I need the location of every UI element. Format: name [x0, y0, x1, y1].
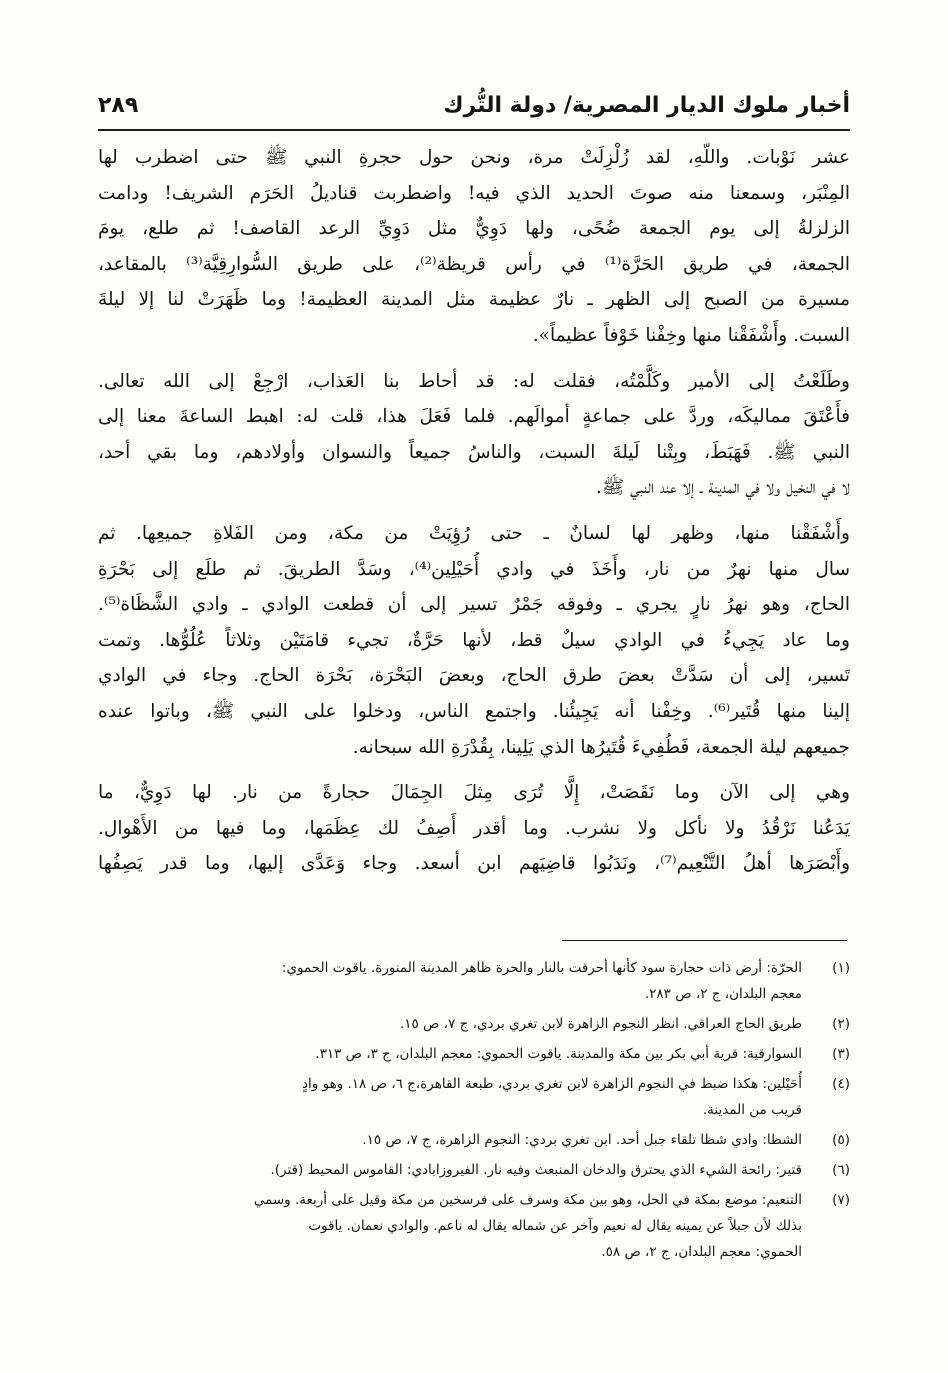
text-line: عشر نَوْبات. واللّهِ، لقد زُلْزِلَتْ مرة، ونحن حول حجرةِ النبي ﷺ حتى اضطرب لها [98, 147, 850, 168]
text-line: وما عاد يَجِيءُ في الوادي سيلٌ قط، لأنها حَرَّةٌ، تجيء قامَتَيْن وثلاثاً عُلُوُّها. وتمت [98, 629, 850, 651]
footnote-line: الشظا: وادي شظا تلقاء جبل أحد. ابن تغري بردي: النجوم الزاهرة، ج ٧، ص ١٥. [362, 1132, 802, 1148]
paragraph [98, 775, 850, 882]
footnote-line: السوارقية: قرية أبي بكر بين مكة والمدينة. ياقوت الحموي: معجم البلدان، ج ٣، ص ٣١٣. [315, 1046, 802, 1062]
footnote-line: قريب من المدينة. [702, 1102, 802, 1118]
footnote [98, 1187, 850, 1265]
footnote-line: أُحَيْلين: هكذا ضبط في النجوم الزاهرة لابن تغري بردي، طبعة القاهرة،ج ٦، ص ١٨. وهو وادٍ [302, 1076, 802, 1092]
footnote-number: (٣) [832, 1046, 850, 1062]
footnote [98, 1071, 850, 1123]
footnote [98, 1157, 850, 1183]
text-line: المِنْبَر، وسمعنا منه صوتَ الحديد الذي فيه! واضطربت قناديلُ الحَرَم الشريف! ودامت [98, 182, 850, 204]
footnote-line: الحرّة: أرض ذات حجارة سود كأنها أحرقت بالنار والحرة ظاهر المدينة المنورة. ياقوت الحموي: [281, 960, 802, 976]
paragraph [98, 516, 850, 765]
footnote-line: معجم البلدان، ج ٢، ص ٢٨٣. [644, 986, 802, 1002]
footnote-number: (٥) [832, 1132, 850, 1148]
text-line: إلينا منها قُتَير⁽⁶⁾. وخِفْنا أنه يَجِيئُنا. واجتمع الناس، ودخلوا على النبي ﷺ، وباتوا عنده [98, 700, 850, 722]
text-line: فأَعْتَقَ مماليكَه، وردَّ على جماعةٍ أموالَهم. فلما فَعَلَ هذا، قلت له: اهبط الساعةَ معنا إلى [98, 406, 850, 428]
text-line: مسيرة من الصبح إلى الظهر ـ نارٌ عظيمة مثل المدينة العظيمة! وما ظَهَرَتْ لنا إلا ليلةَ [98, 289, 850, 311]
footnote-line: قتير: رائحة الشيء الذي يحترق والدخان المنبعث وفيه نار. الفيروزابادي: القاموس المحيط (قتر). [270, 1162, 802, 1178]
footnote-number: (١) [832, 960, 850, 976]
text-line: النبي ﷺ. فَهَبَطَ، وبِتْنا لَيلةَ السبت، والناسُ جميعاً والنسوان وأولادهم، وما بقي أحد، [98, 441, 850, 463]
footnote-number: (٤) [832, 1076, 850, 1092]
text-line: وهي إلى الآن وما نَقَصَتْ، إِلَّا تُرَى مِثلَ الجِمَالَ حجارةً من نار. لها دَوِيٌّ، ما [98, 782, 850, 804]
text-line: جميعهم ليلة الجمعة، فَطُفِيءَ قُتَيرُها الذي يَلِينا، بِقُدْرَةِ الله سبحانه. [352, 736, 850, 758]
text-line: الجمعة، في طريق الحَرَّة⁽¹⁾ في رأس قريظة⁽²⁾، على طريق السُّوارِقِيَّة⁽³⁾ بالمقاعد، [98, 253, 850, 275]
footnote-number: (٦) [832, 1162, 850, 1178]
body-text [98, 140, 850, 882]
text-line: وطَلَعْتُ إلى الأمير وكَلَّمْتُه، فقلت له: قد أحاط بنا العَذاب، ارْجِعْ إلى الله تعالى. [98, 370, 850, 392]
text-line: وأَشْفَقْنا منها، وظهر لها لسانٌ ـ حتى رُؤِيَتْ من مكة، ومن الفَلاةِ جميعِها. ثم [98, 522, 850, 544]
footnote-separator [562, 940, 847, 941]
text-line: السبت. وأَشْفَقْنا منها وخِفْنا خَوْفاً عظيماً». [532, 324, 850, 346]
text-line: الحاج، وهو نهرُ نارٍ يجري ـ وفوقه جَمْرٌ تسير إلى أن قطعت الوادي ـ وادي الشَّظَاة⁽⁵⁾. [98, 594, 850, 616]
text-line: يَدَعُنا نَرْقُدُ ولا نأكل ولا نشرب. وما أقدر أَصِفُ لك عِظَمَها، وما فيها من الأَهْوال. [98, 817, 850, 839]
text-line: وأَبْصَرَها أهلُ التَّنْعِيم⁽⁷⁾، ونَدَبُوا قاضِيَهم ابن أسعد. وجاء وَعَدَّى إليها، وما قدر يَصِفُها [98, 853, 850, 875]
footnote-line: بذلك لأن جبلاً عن يمينه يقال له نعيم وآخر عن شماله يقال له ناعم. والوادي نعمان. ياقوت [308, 1218, 802, 1234]
footnote-number: (٢) [832, 1016, 850, 1032]
footnote [98, 1127, 850, 1153]
footnote [98, 955, 850, 1007]
text-line: الزلزلةُ إلى يوم الجمعة ضُحًى، ولها دَوِيٌّ مثل دَوِيِّ الرعد القاصف! ثم طلع، يومَ [98, 218, 850, 240]
footnote [98, 1041, 850, 1067]
footnote-line: طريق الحاج العراقي. انظر النجوم الزاهرة لابن تغري بردي، ج ٧، ص ١٥. [399, 1016, 802, 1032]
footnotes [98, 955, 850, 1265]
footnote-line: التنعيم: موضع بمكة في الحل، وهو بين مكة وسرف على فرسخين من مكة وقيل على أربعة. وسمي [253, 1192, 802, 1208]
footnote-number: (٧) [832, 1192, 850, 1208]
running-title: أخبار ملوك الديار المصرية/ دولة التُّرك [443, 93, 850, 118]
text-line: تَسير، إلى أن سَدَّتْ بعضَ طرق الحاج، وبعضَ البَحْرَة، بَحْرَة الحاج. وجاء في الوادي [98, 665, 850, 687]
paragraph [98, 140, 850, 354]
text-line: سال منها نهرٌ من نار، وأَخَذَ في وادي أُحَيْلِين⁽⁴⁾، وسَدَّ الطريقَ. ثم طلَع إلى بَحْرَةِ [98, 558, 850, 580]
page-number: ٢٨٩ [98, 93, 139, 118]
header-rule [98, 129, 850, 131]
text-line: لا في النخيل ولا في المدينة ـ إلا عند النبي ﷺ. [595, 477, 850, 499]
paragraph [98, 364, 850, 506]
footnote [98, 1011, 850, 1037]
page-header [98, 92, 850, 132]
footnote-line: الحموي: معجم البلدان، ج ٢، ص ٥٨. [601, 1244, 802, 1260]
